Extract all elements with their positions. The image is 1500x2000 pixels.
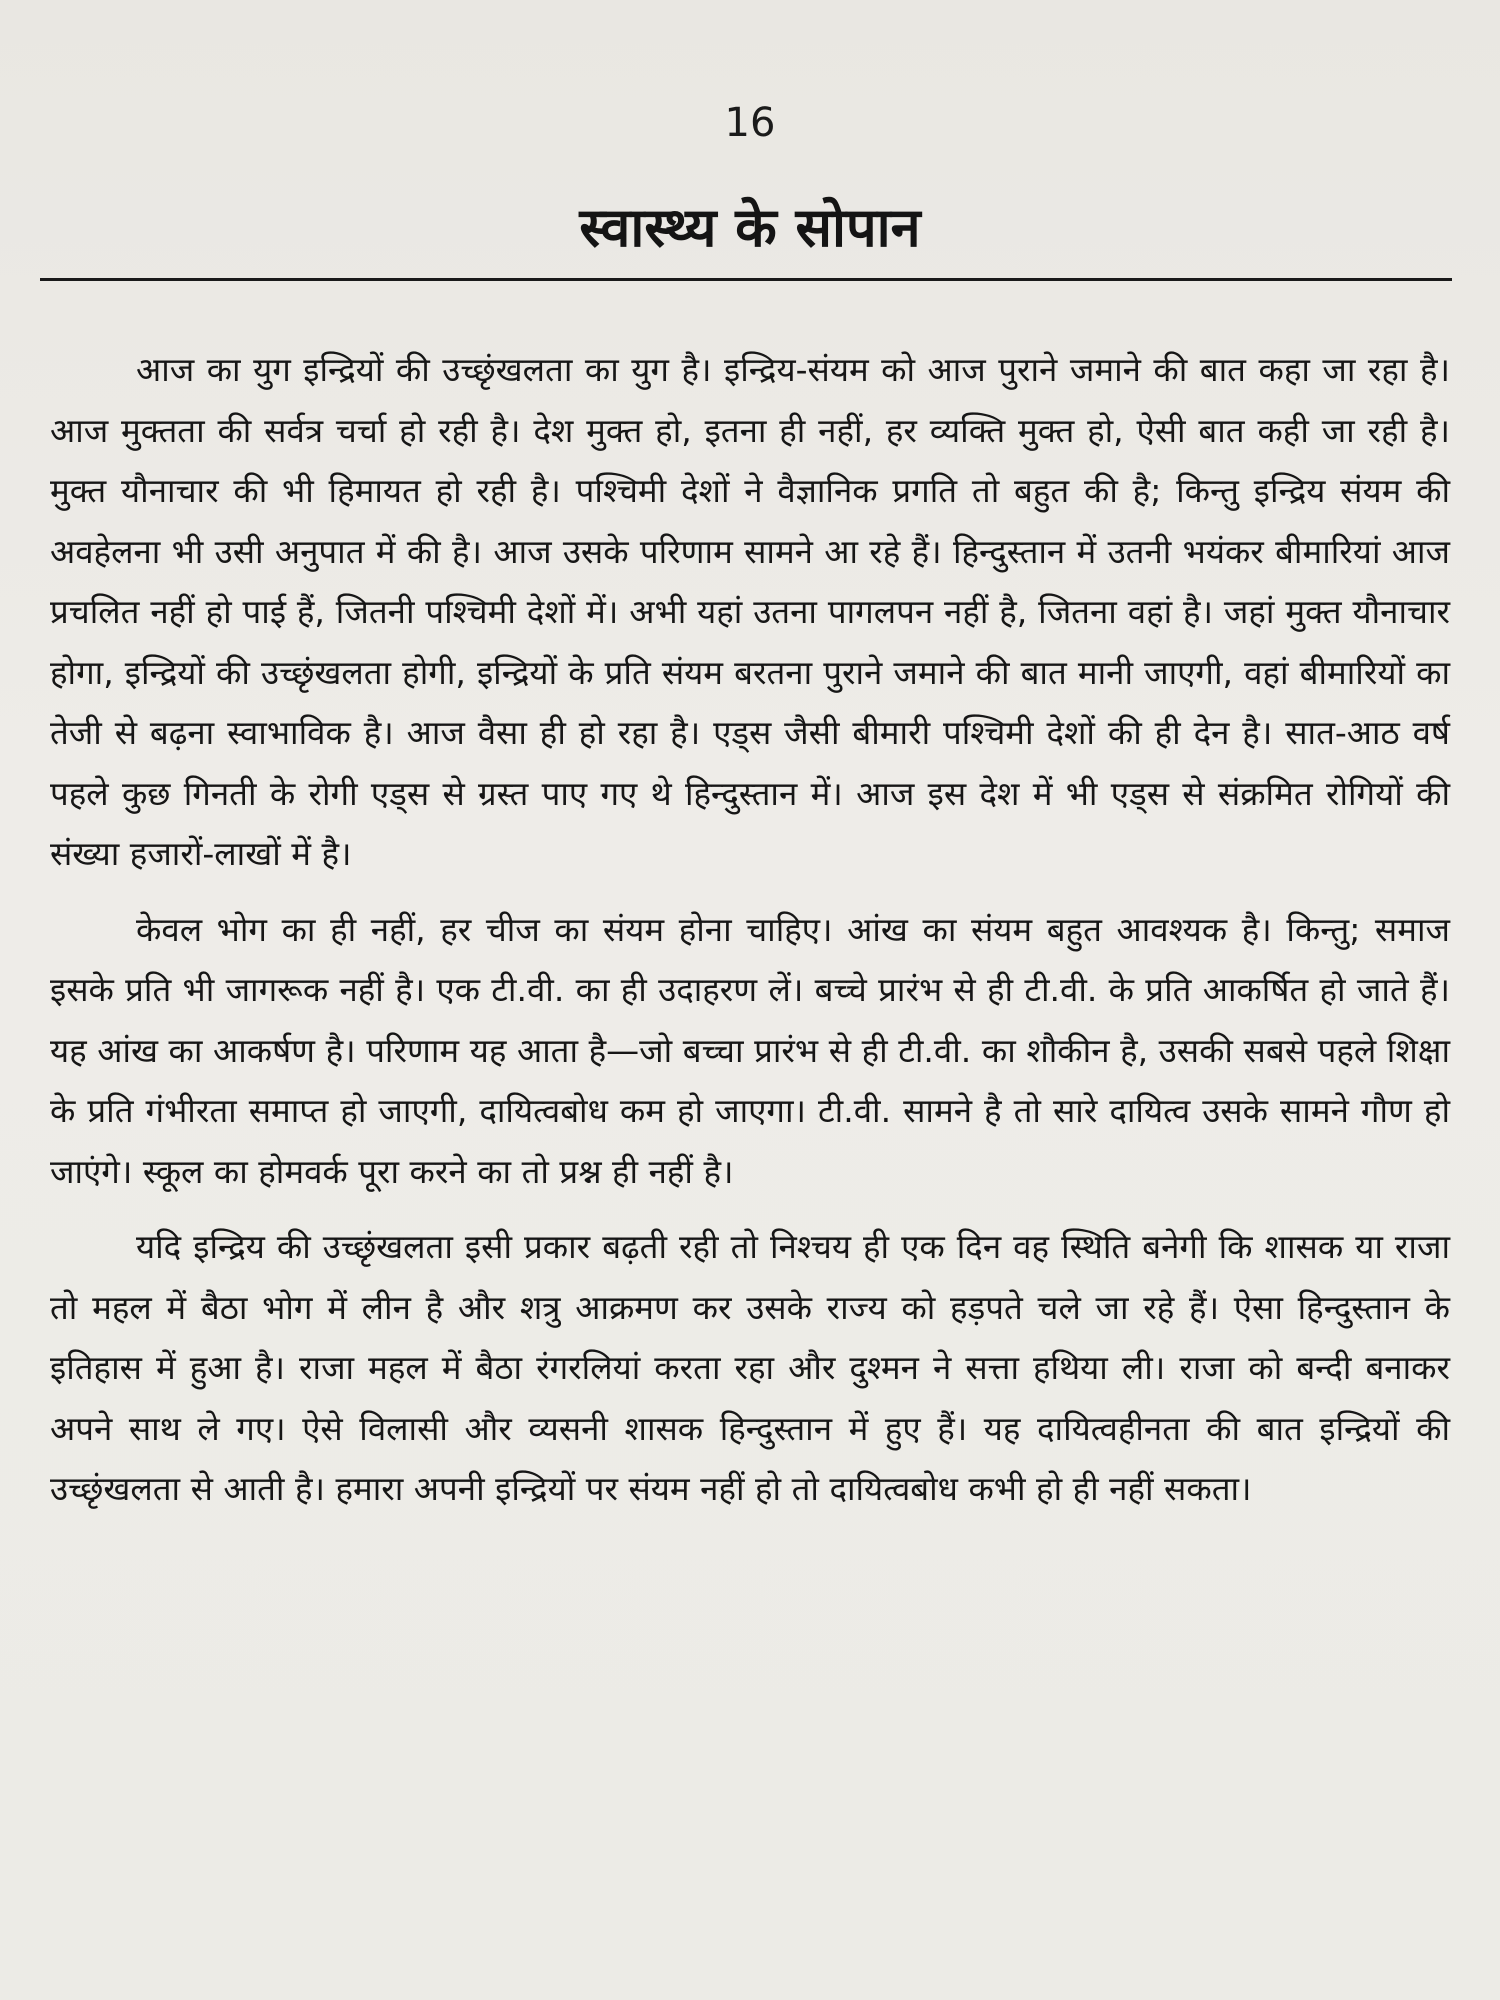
paragraph-2: केवल भोग का ही नहीं, हर चीज का संयम होना चाहिए। आंख का संयम बहुत आवश्यक है। किन्तु; समाज इसके प्रति भी जागरूक नहीं है। एक टी.वी. का ही उदाहरण लें। बच्चे प्रारंभ से ही टी.वी. के प्रति आकर्षित हो जाते हैं। यह आंख का आकर्षण है। परिणाम यह आता है—जो बच्चा प्रारंभ से ही टी.वी. का शौकीन है, उसकी सबसे पहले शिक्षा के प्रति गंभीरता समाप्त हो जाएगी, दायित्वबोध कम हो जाएगा। टी.वी. सामने है तो सारे दायित्व उसके सामने गौण हो जाएंगे। स्कूल का होमवर्क पूरा करने का तो प्रश्न ही नहीं है। bbox=[50, 909, 1450, 1191]
title-divider bbox=[40, 278, 1452, 281]
chapter-number: 16 bbox=[724, 100, 776, 146]
chapter-title: स्वास्थ्य के सोपान bbox=[579, 196, 921, 259]
paragraph-1: आज का युग इन्द्रियों की उच्छृंखलता का युग है। इन्द्रिय-संयम को आज पुराने जमाने की बात कहा जा रहा है। आज मुक्तता की सर्वत्र चर्चा हो रही है। देश मुक्त हो, इतना ही नहीं, हर व्यक्ति मुक्त हो, ऐसी बात कही जा रही है। मुक्त यौनाचार की भी हिमायत हो रही है। पश्चिमी देशों ने वैज्ञानिक प्रगति तो बहुत की है; किन्तु इन्द्रिय संयम की अवहेलना भी उसी अनुपात में की है। आज उसके परिणाम सामने आ रहे हैं। हिन्दुस्तान में उतनी भयंकर बीमारियां आज प्रचलित नहीं हो पाई हैं, जितनी पश्चिमी देशों में। अभी यहां उतना पागलपन नहीं है, जितना वहां है। जहां मुक्त यौनाचार होगा, इन्द्रियों की उच्छृंखलता होगी, इन्द्रियों के प्रति संयम बरतना पुराने जमाने की बात मानी जाएगी, वहां बीमारियों का तेजी से बढ़ना स्वाभाविक है। आज वैसा ही हो रहा है। एड्स जैसी बीमारी पश्चिमी देशों की ही देन है। सात-आठ वर्ष पहले कुछ गिनती के रोगी एड्स से ग्रस्त पाए गए थे हिन्दुस्तान में। आज इस देश में भी एड्स से संक्रमित रोगियों की संख्या हजारों-लाखों में है। bbox=[50, 350, 1450, 873]
chapter-body bbox=[50, 340, 1450, 1535]
paragraph-3: यदि इन्द्रिय की उच्छृंखलता इसी प्रकार बढ़ती रही तो निश्चय ही एक दिन वह स्थिति बनेगी कि शासक या राजा तो महल में बैठा भोग में लीन है और शत्रु आक्रमण कर उसके राज्य को हड़पते चले जा रहे हैं। ऐसा हिन्दुस्तान के इतिहास में हुआ है। राजा महल में बैठा रंगरलियां करता रहा और दुश्मन ने सत्ता हथिया ली। राजा को बन्दी बनाकर अपने साथ ले गए। ऐसे विलासी और व्यसनी शासक हिन्दुस्तान में हुए हैं। यह दायित्वहीनता की बात इन्द्रियों की उच्छृंखलता से आती है। हमारा अपनी इन्द्रियों पर संयम नहीं हो तो दायित्वबोध कभी हो ही नहीं सकता। bbox=[50, 1227, 1450, 1508]
